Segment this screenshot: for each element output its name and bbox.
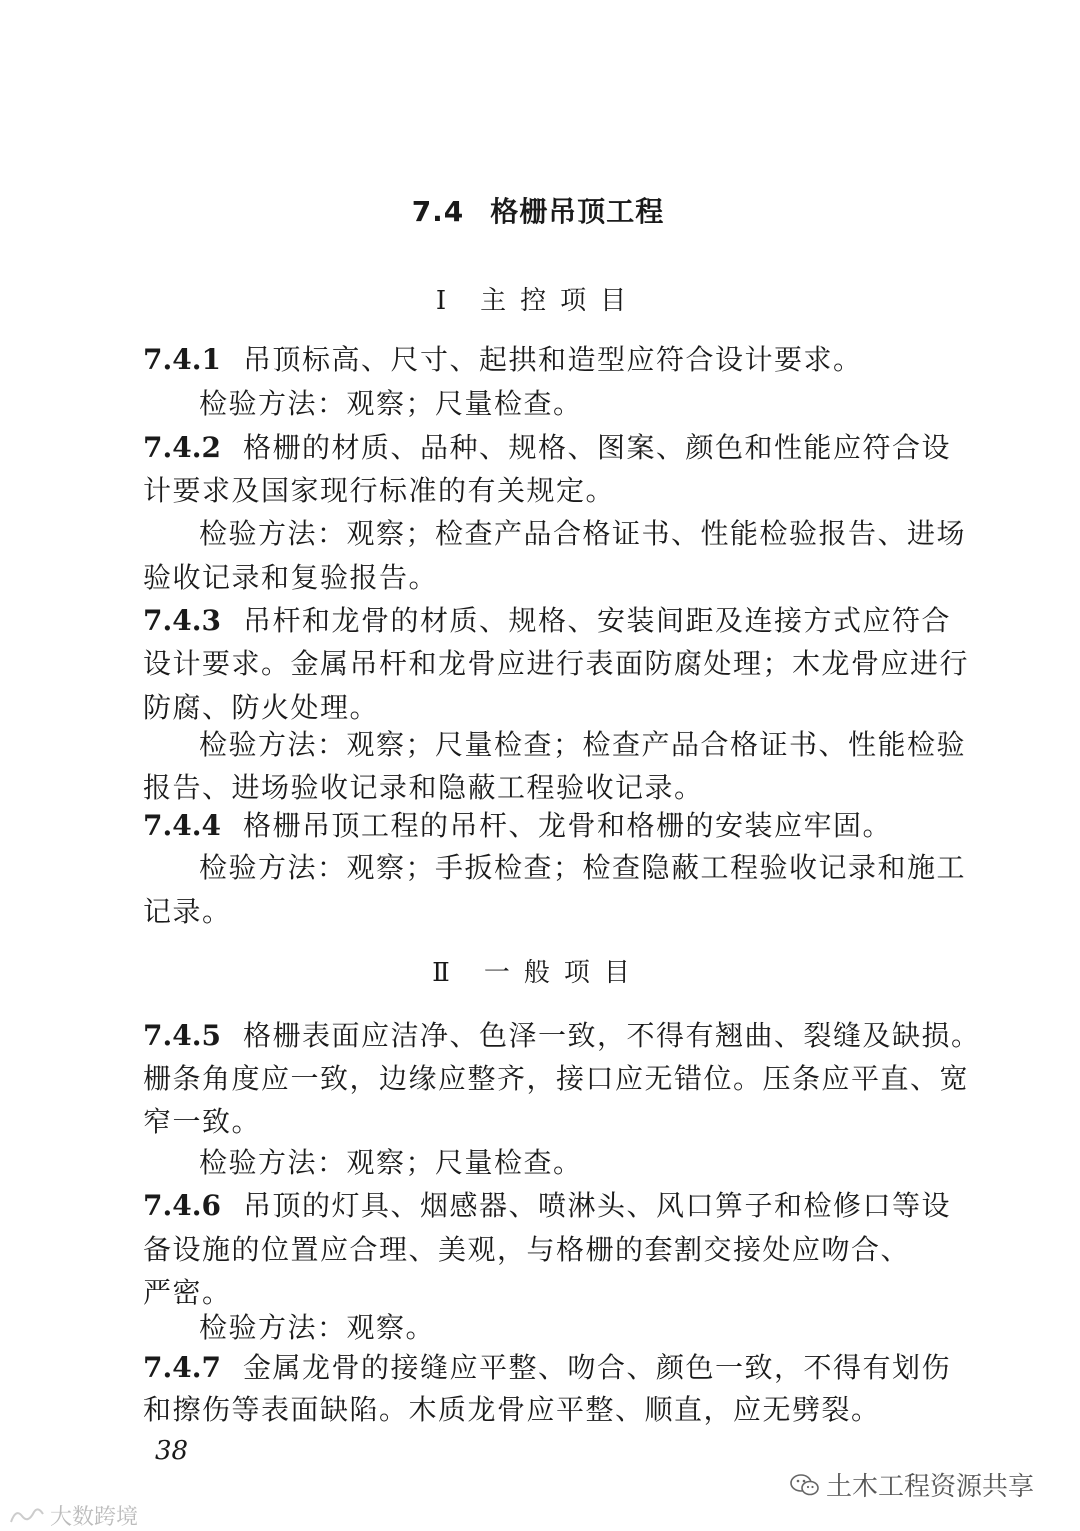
- text-line: [143, 686, 379, 726]
- line-text: 严密。: [143, 1276, 232, 1309]
- general-items-heading: [143, 952, 933, 989]
- line-text: 格栅的材质、品种、规格、图案、颜色和性能应符合设: [242, 431, 951, 464]
- watermark-right-text: 土木工程资源共享: [826, 1472, 1035, 1502]
- text-line: [199, 723, 966, 763]
- clause-number: 7.4.4: [143, 809, 221, 842]
- text-line: [143, 642, 969, 682]
- section-title: [143, 190, 933, 230]
- clause-number: 7.4.5: [143, 1019, 221, 1052]
- clause-number: 7.4.6: [143, 1189, 221, 1222]
- text-line: [143, 556, 438, 596]
- watermark-wechat: [790, 1466, 1034, 1503]
- clause-line: [143, 1346, 951, 1386]
- line-text: 备设施的位置应合理、美观，与格栅的套割交接处应吻合、: [143, 1233, 911, 1266]
- page-number: 38: [155, 1436, 189, 1466]
- line-text: 栅条角度应一致，边缘应整齐，接口应无错位。压条应平直、宽: [143, 1062, 970, 1095]
- line-text: 记录。: [143, 895, 232, 928]
- clause-line: [143, 1184, 951, 1224]
- text-line: [143, 1228, 910, 1268]
- clause-line: [143, 338, 862, 378]
- section-heading: 格栅吊顶工程: [490, 195, 665, 228]
- section-number: 7.4: [411, 195, 465, 228]
- text-line: [199, 1141, 583, 1181]
- line-text: 吊顶的灯具、烟感器、喷淋头、风口箅子和检修口等设: [242, 1189, 951, 1222]
- clause-number: 7.4.2: [143, 431, 221, 464]
- text-line: [199, 382, 583, 422]
- clause-number: 7.4.3: [143, 604, 221, 637]
- line-text: 检验方法：观察；尺量检查。: [199, 387, 583, 420]
- clause-line: [143, 1014, 980, 1054]
- main-items-title: 主控项目: [480, 286, 641, 316]
- text-line: [143, 1100, 261, 1140]
- line-text: 格栅吊顶工程的吊杆、龙骨和格栅的安装应牢固。: [242, 809, 892, 842]
- line-text: 检验方法：观察；手扳检查；检查隐蔽工程验收记录和施工: [199, 851, 967, 884]
- text-line: [143, 469, 615, 509]
- line-text: 和擦伤等表面缺陷。木质龙骨应平整、顺直，应无劈裂。: [143, 1393, 881, 1426]
- line-text: 计要求及国家现行标准的有关规定。: [143, 474, 616, 507]
- line-text: 验收记录和复验报告。: [143, 561, 439, 594]
- wechat-icon: [790, 1472, 820, 1498]
- line-text: 检验方法：观察；尺量检查。: [199, 1146, 583, 1179]
- clause-line: [143, 599, 951, 639]
- text-line: [143, 1271, 232, 1311]
- clause-number: 7.4.7: [143, 1351, 221, 1384]
- text-line: [199, 1306, 435, 1346]
- text-line: [143, 1388, 881, 1428]
- watermark-left-text: 大数跨境: [50, 1505, 139, 1530]
- line-text: 设计要求。金属吊杆和龙骨应进行表面防腐处理；木龙骨应进行: [143, 647, 970, 680]
- line-text: 检验方法：观察；检查产品合格证书、性能检验报告、进场: [199, 517, 967, 550]
- text-line: [143, 766, 704, 806]
- brand-logo-icon: [8, 1506, 46, 1526]
- line-text: 金属龙骨的接缝应平整、吻合、颜色一致，不得有划伤: [242, 1351, 951, 1384]
- line-text: 防腐、防火处理。: [143, 691, 380, 724]
- text-line: [199, 512, 966, 552]
- text-line: [199, 846, 966, 886]
- line-text: 检验方法：观察。: [199, 1311, 436, 1344]
- clause-line: [143, 804, 892, 844]
- watermark-left: [8, 1500, 138, 1531]
- line-text: 检验方法：观察；尺量检查；检查产品合格证书、性能检验: [199, 728, 967, 761]
- line-text: 格栅表面应洁净、色泽一致，不得有翘曲、裂缝及缺损。: [242, 1019, 981, 1052]
- clause-number: 7.4.1: [143, 343, 221, 376]
- general-items-title: 一般项目: [483, 958, 644, 988]
- text-line: [143, 1057, 969, 1097]
- clause-line: [143, 426, 951, 466]
- line-text: 报告、进场验收记录和隐蔽工程验收记录。: [143, 771, 704, 804]
- line-text: 吊顶标高、尺寸、起拱和造型应符合设计要求。: [242, 343, 863, 376]
- general-items-roman: Ⅱ: [432, 958, 450, 988]
- main-items-roman: Ⅰ: [435, 286, 447, 316]
- text-line: [143, 890, 232, 930]
- line-text: 吊杆和龙骨的材质、规格、安装间距及连接方式应符合: [242, 604, 951, 637]
- main-items-heading: [143, 280, 933, 317]
- line-text: 窄一致。: [143, 1105, 262, 1138]
